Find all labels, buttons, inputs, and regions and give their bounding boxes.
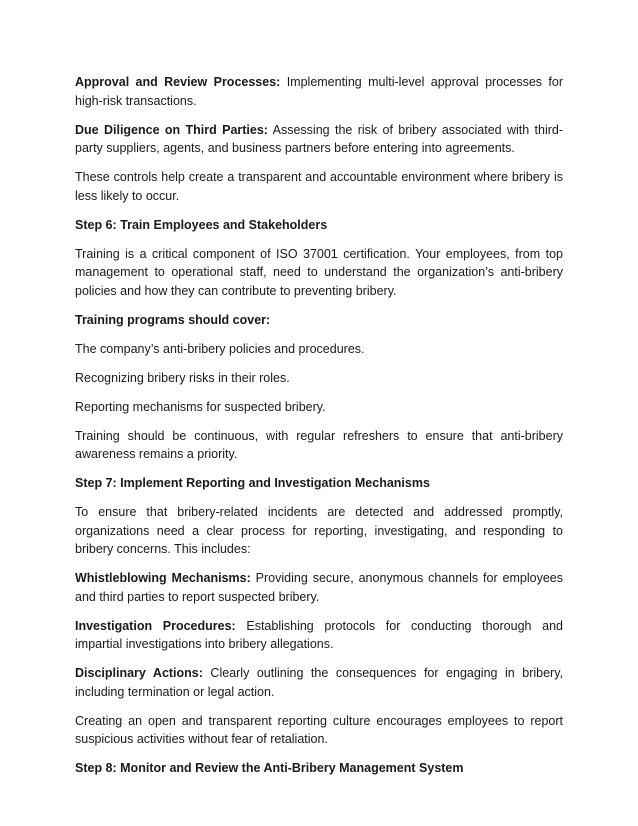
- paragraph-reporting-intro: To ensure that bribery-related incidents are detected and addressed promptly, organizations need a clear process for reporting, investigating, and responding to bribery concerns. This includes:: [75, 505, 563, 556]
- paragraph-training-intro: Training is a critical component of ISO 37001 certification. Your employees, from top management to operational staff, need to understand the organization’s anti-bribery policies and how they can contribute to preventing bribery.: [75, 246, 563, 298]
- paragraph-text: Implementing multi-level approval processes for high-risk transactions.: [75, 75, 564, 108]
- heading-step-7: Step 7: Implement Reporting and Investigation Mechanisms: [75, 476, 430, 490]
- paragraph-label: Approval and Review Processes:: [75, 75, 281, 89]
- heading-training-programs: Training programs should cover:: [75, 312, 271, 327]
- paragraph-text: Assessing the risk of bribery associated with third-party suppliers, agents, and business partners before entering into agreements.: [75, 122, 564, 155]
- paragraph-whistleblowing: [75, 569, 563, 606]
- paragraph-reporting-culture: Creating an open and transparent reporting culture encourages employees to report suspicious activities without fear of retaliation.: [75, 713, 563, 746]
- paragraph-label: Whistleblowing Mechanisms:: [75, 571, 251, 585]
- paragraph-text: Providing secure, anonymous channels for employees and third parties to report suspected bribery.: [75, 571, 564, 604]
- paragraph-text: Establishing protocols for conducting thorough and impartial investigations into bribery allegations.: [75, 618, 563, 651]
- paragraph-disciplinary: [75, 664, 563, 701]
- paragraph-training-item-reporting: Reporting mechanisms for suspected bribery.: [75, 399, 326, 414]
- paragraph-text: Clearly outlining the consequences for engaging in bribery, including termination or legal action.: [75, 666, 564, 699]
- paragraph-label: Due Diligence on Third Parties:: [75, 122, 268, 137]
- paragraph-label: Disciplinary Actions:: [75, 666, 203, 680]
- paragraph-investigation: [75, 617, 563, 654]
- paragraph-due-diligence: [75, 121, 563, 158]
- heading-step-6: Step 6: Train Employees and Stakeholders: [75, 217, 328, 232]
- document-page: [75, 73, 563, 788]
- heading-step-8: Step 8: Monitor and Review the Anti-Bribery Management System: [75, 761, 464, 775]
- paragraph-training-item-risks: Recognizing bribery risks in their roles.: [75, 370, 290, 385]
- paragraph-approval-review: [75, 73, 563, 110]
- paragraph-training-continuous: Training should be continuous, with regular refreshers to ensure that anti-bribery awareness remains a priority.: [75, 428, 563, 461]
- paragraph-label: Investigation Procedures:: [75, 618, 236, 633]
- paragraph-training-item-policies: The company’s anti-bribery policies and procedures.: [75, 341, 365, 356]
- paragraph-controls-summary: These controls help create a transparent and accountable environment where bribery is less likely to occur.: [75, 170, 563, 203]
